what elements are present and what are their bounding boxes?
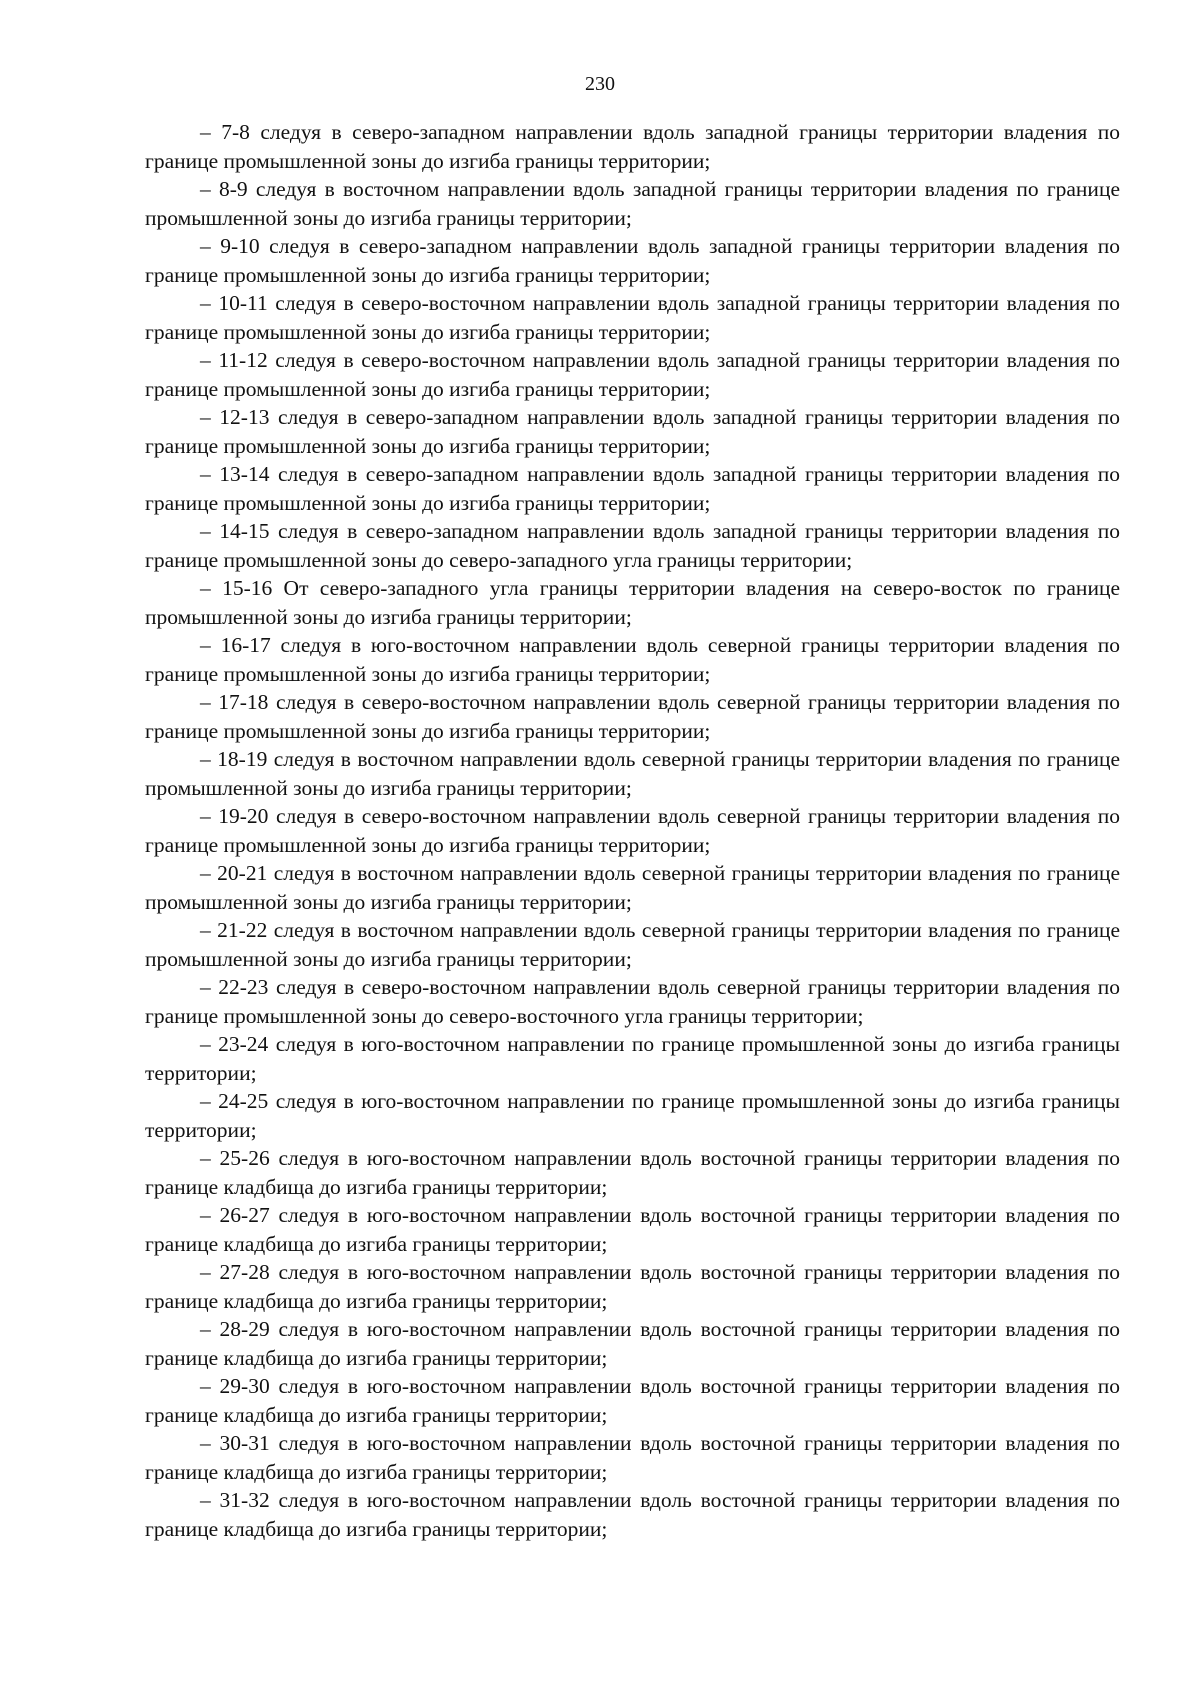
boundary-segment-entry: – 26-27 следуя в юго-восточном направлении вдоль восточной границы территории владения по границе кладбища до изгиба границы территории; — [145, 1203, 1120, 1256]
page-number: 230 — [585, 73, 615, 95]
boundary-segment-entry: – 9-10 следуя в северо-западном направлении вдоль западной границы территории владения по границе промышленной зоны до изгиба границы территории; — [145, 234, 1120, 287]
boundary-segment-entry: – 11-12 следуя в северо-восточном направлении вдоль западной границы территории владения по границе промышленной зоны до изгиба границы территории; — [145, 348, 1120, 401]
boundary-segment-entry: – 14-15 следуя в северо-западном направлении вдоль западной границы территории владения по границе промышленной зоны до северо-западного угла границы территории; — [145, 519, 1120, 572]
boundary-segment-entry: – 20-21 следуя в восточном направлении вдоль северной границы территории владения по границе промышленной зоны до изгиба границы территории; — [145, 861, 1120, 914]
boundary-segment-entry: – 15-16 От северо-западного угла границы территории владения на северо-восток по границе промышленной зоны до изгиба границы территории; — [145, 576, 1120, 629]
boundary-segment-entry: – 21-22 следуя в восточном направлении вдоль северной границы территории владения по границе промышленной зоны до изгиба границы территории; — [145, 918, 1120, 971]
boundary-segment-entry: – 23-24 следуя в юго-восточном направлении по границе промышленной зоны до изгиба границы территории; — [145, 1032, 1120, 1085]
boundary-segment-entry: – 18-19 следуя в восточном направлении вдоль северной границы территории владения по границе промышленной зоны до изгиба границы территории; — [145, 747, 1120, 800]
boundary-segment-entry: – 28-29 следуя в юго-восточном направлении вдоль восточной границы территории владения по границе кладбища до изгиба границы территории; — [145, 1317, 1120, 1370]
boundary-segment-entry: – 27-28 следуя в юго-восточном направлении вдоль восточной границы территории владения по границе кладбища до изгиба границы территории; — [145, 1260, 1120, 1313]
boundary-segment-entry: – 25-26 следуя в юго-восточном направлении вдоль восточной границы территории владения по границе кладбища до изгиба границы территории; — [145, 1146, 1120, 1199]
boundary-segment-entry: – 22-23 следуя в северо-восточном направлении вдоль северной границы территории владения по границе промышленной зоны до северо-восточного угла границы территории; — [145, 975, 1120, 1028]
boundary-segment-entry: – 17-18 следуя в северо-восточном направлении вдоль северной границы территории владения по границе промышленной зоны до изгиба границы территории; — [145, 690, 1120, 743]
boundary-segment-entry: – 29-30 следуя в юго-восточном направлении вдоль восточной границы территории владения по границе кладбища до изгиба границы территории; — [145, 1374, 1120, 1427]
boundary-segment-entry: – 24-25 следуя в юго-восточном направлении по границе промышленной зоны до изгиба границы территории; — [145, 1089, 1120, 1142]
boundary-segment-entry: – 19-20 следуя в северо-восточном направлении вдоль северной границы территории владения по границе промышленной зоны до изгиба границы территории; — [145, 804, 1120, 857]
boundary-segment-entry: – 13-14 следуя в северо-западном направлении вдоль западной границы территории владения по границе промышленной зоны до изгиба границы территории; — [145, 462, 1120, 515]
boundary-segment-entry: – 7-8 следуя в северо-западном направлении вдоль западной границы территории владения по границе промышленной зоны до изгиба границы территории; — [145, 120, 1120, 173]
boundary-segment-entry: – 12-13 следуя в северо-западном направлении вдоль западной границы территории владения по границе промышленной зоны до изгиба границы территории; — [145, 405, 1120, 458]
boundary-segment-entry: – 10-11 следуя в северо-восточном направлении вдоль западной границы территории владения по границе промышленной зоны до изгиба границы территории; — [145, 291, 1120, 344]
boundary-description-list — [145, 118, 1120, 1543]
boundary-segment-entry: – 30-31 следуя в юго-восточном направлении вдоль восточной границы территории владения по границе кладбища до изгиба границы территории; — [145, 1431, 1120, 1484]
boundary-segment-entry: – 8-9 следуя в восточном направлении вдоль западной границы территории владения по границе промышленной зоны до изгиба границы территории; — [145, 177, 1120, 230]
boundary-segment-entry: – 16-17 следуя в юго-восточном направлении вдоль северной границы территории владения по границе промышленной зоны до изгиба границы территории; — [145, 633, 1120, 686]
boundary-segment-entry: – 31-32 следуя в юго-восточном направлении вдоль восточной границы территории владения по границе кладбища до изгиба границы территории; — [145, 1488, 1120, 1541]
